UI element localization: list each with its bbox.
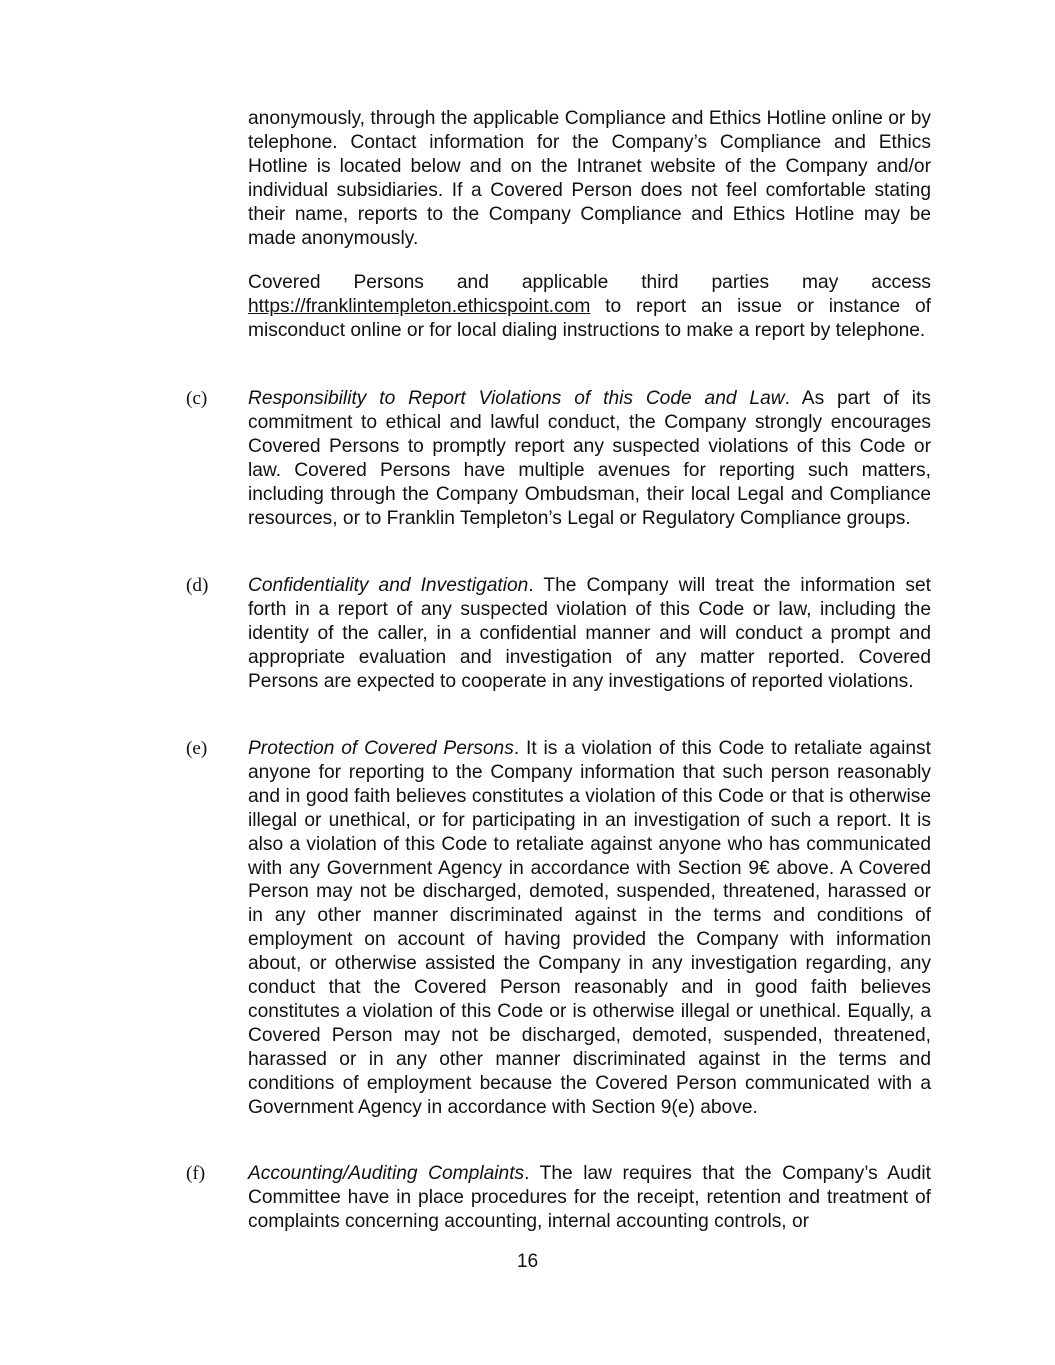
ethicspoint-link[interactable]: https://franklintempleton.ethicspoint.com (248, 295, 591, 317)
item-marker-d: (d) (186, 575, 209, 596)
item-marker-f: (f) (186, 1163, 206, 1184)
item-f-heading: Accounting/Auditing Complaints (248, 1163, 525, 1184)
item-f-paragraph (248, 1162, 931, 1234)
access-text-after-link: to report an issue or instance of misconduct online or for local dialing instructions to make a report by telephone. (248, 295, 931, 341)
page-number: 16 (516, 1251, 539, 1272)
item-f-body: . The law requires that the Company’s Audit Committee have in place procedures for the receipt, retention and treatment of complaints concerning accounting, internal accounting controls, or (248, 1163, 931, 1232)
item-c-heading: Responsibility to Report Violations of this Code and Law (248, 388, 785, 409)
item-e-heading: Protection of Covered Persons (248, 738, 514, 759)
item-d-paragraph (248, 574, 931, 694)
item-marker-c: (c) (186, 388, 208, 409)
item-c-paragraph (248, 387, 931, 530)
access-paragraph (248, 271, 931, 343)
item-marker-e: (e) (186, 738, 208, 759)
intro-paragraph: anonymously, through the applicable Compliance and Ethics Hotline online or by telephone. Contact information for the Company’s Compliance and Ethics Hotline is located below and on the Intranet website of the Company and/or individual subsidiaries. If a Covered Person does not feel comfortable stating their name, reports to the Company Compliance and Ethics Hotline may be made anonymously. (248, 108, 931, 249)
item-d-heading: Confidentiality and Investigation (248, 575, 529, 596)
item-d-body: . The Company will treat the information set forth in a report of any suspected violation of this Code or law, including the identity of the caller, in a confidential manner and will conduct a prompt and appropriate evaluation and investigation of any matter reported. Covered Persons are expected to cooperate in any investigations of reported violations. (248, 575, 931, 692)
item-c-body: . As part of its commitment to ethical and lawful conduct, the Company strongly encourages Covered Persons to promptly report any suspected violations of this Code or law. Covered Persons have multiple avenues for reporting such matters, including through the Company Ombudsman, their local Legal and Compliance resources, or to Franklin Templeton’s Legal or Regulatory Compliance groups. (248, 388, 931, 529)
item-e-body: . It is a violation of this Code to retaliate against anyone for reporting to the Company information that such person reasonably and in good faith believes constitutes a violation of this Code or that is otherwise illegal or unethical, or for participating in an investigation of such a report. It is also a violation of this Code to retaliate against anyone who has communicated with any Government Agency in accordance with Section 9€ above. A Covered Person may not be discharged, demoted, suspended, threatened, harassed or in any other manner discriminated against in the terms and conditions of employment on account of having provided the Company with information about, or otherwise assisted the Company in any investigation regarding, any conduct that the Covered Person reasonably and in good faith believes constitutes a violation of this Code or is otherwise illegal or unethical. Equally, a Covered Person may not be discharged, demoted, suspended, threatened, harassed or in any other manner discriminated against in the terms and conditions of employment because the Covered Person communicated with a Government Agency in accordance with Section 9(e) above. (248, 738, 931, 1118)
item-e-paragraph (248, 737, 931, 1120)
access-text-before-link: Covered Persons and applicable third parties may access (248, 272, 931, 293)
